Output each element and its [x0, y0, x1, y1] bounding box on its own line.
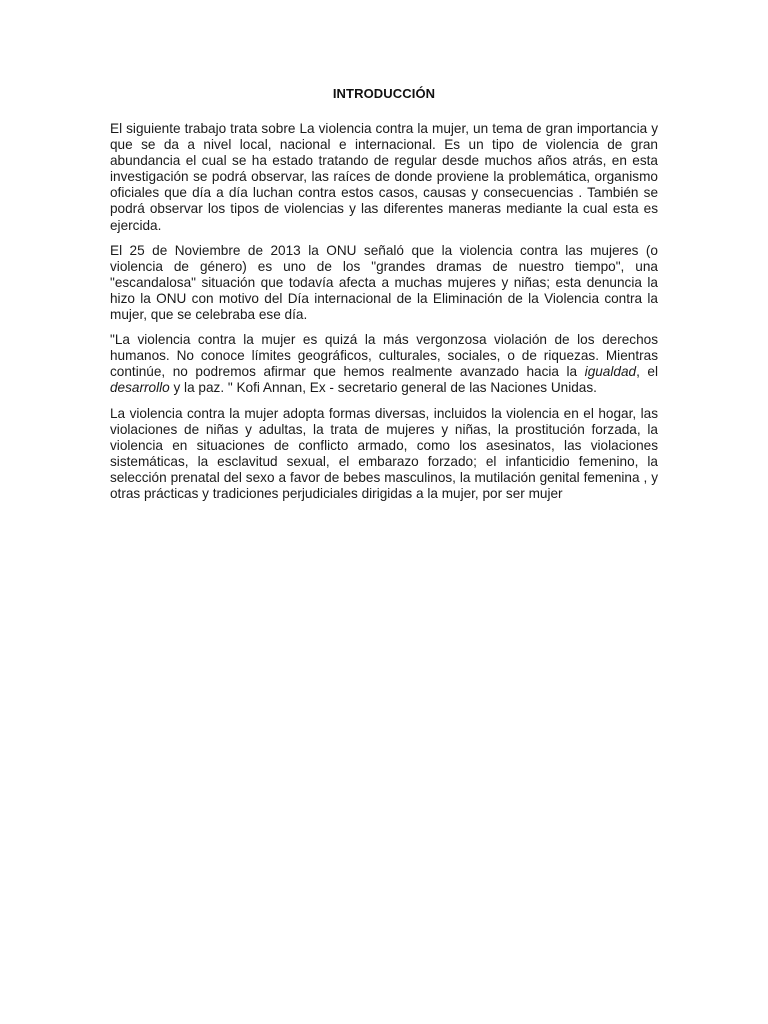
- paragraph-introduction: El siguiente trabajo trata sobre La violencia contra la mujer, un tema de gran importancia y que se da a nivel local, nacional e internacional. Es un tipo de violencia de gran abundancia el cual se ha estado tratando de regular desde muchos años atrás, en esta investigación se podrá observar, las raíces de donde proviene la problemática, organismo oficiales que día a día luchan contra estos casos, causas y consecuencias . También se podrá observar los tipos de violencias y las diferentes maneras mediante la cual esta es ejercida.: [110, 121, 658, 233]
- quote-italic-desarrollo: desarrollo: [110, 380, 170, 396]
- paragraph-annan-quote: [110, 332, 658, 396]
- quote-text-part-1: "La violencia contra la mujer es quizá la más vergonzosa violación de los derechos humanos. No conoce límites geográficos, culturales, sociales, o de riquezas. Mientras continúe, no podremos afirmar que hemos realmente avanzado hacia la: [110, 332, 658, 380]
- page-title: INTRODUCCIÓN: [332, 86, 436, 101]
- paragraph-forms-of-violence: La violencia contra la mujer adopta formas diversas, incluidos la violencia en el hogar, las violaciones de niñas y adultas, la trata de mujeres y niñas, la prostitución forzada, la violencia en situaciones de conflicto armado, como los asesinatos, las violaciones sistemáticas, la esclavitud sexual, el embarazo forzado; el infanticidio femenino, la selección prenatal del sexo a favor de bebes masculinos, la mutilación genital femenina , y otras prácticas y tradiciones perjudiciales dirigidas a la mujer, por ser mujer: [110, 405, 658, 501]
- document-body: [110, 121, 658, 511]
- quote-text-part-3: y la paz. " Kofi Annan, Ex - secretario general de las Naciones Unidas.: [169, 380, 597, 396]
- quote-italic-igualdad: igualdad: [584, 364, 637, 380]
- paragraph-onu-statement: El 25 de Noviembre de 2013 la ONU señaló que la violencia contra las mujeres (o violencia de género) es uno de los "grandes dramas de nuestro tiempo", una "escandalosa" situación que todavía afecta a muchas mujeres y niñas; esta denuncia la hizo la ONU con motivo del Día internacional de la Eliminación de la Violencia contra la mujer, que se celebraba ese día.: [110, 242, 658, 323]
- quote-text-part-2: , el: [636, 364, 659, 380]
